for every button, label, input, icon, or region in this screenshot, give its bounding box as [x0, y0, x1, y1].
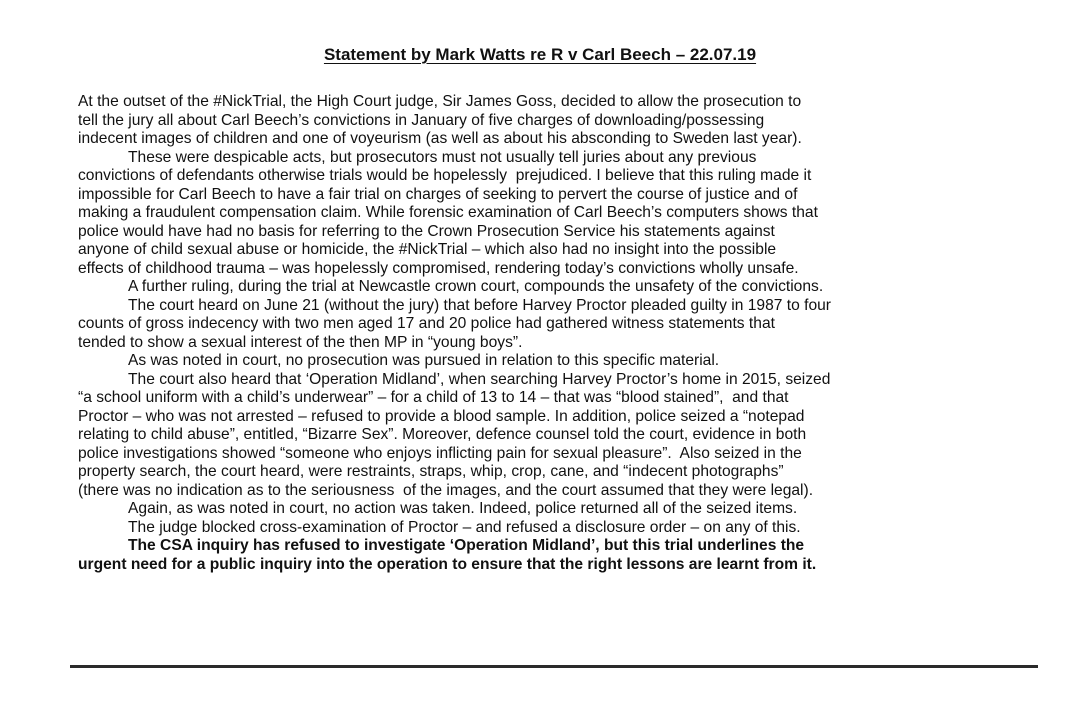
text-line: The judge blocked cross-examination of Proctor – and refused a disclosure order – on any of this. [128, 518, 801, 536]
bold-text-line: urgent need for a public inquiry into the operation to ensure that the right lessons are learnt from it. [78, 555, 817, 573]
text-line: These were despicable acts, but prosecutors must not usually tell juries about any previous [128, 148, 757, 166]
text-line: Proctor – who was not arrested – refused to provide a blood sample. In addition, police seized a “notepad [78, 407, 805, 425]
text-line: convictions of defendants otherwise trials would be hopelessly prejudiced. I believe that this ruling made it [78, 167, 812, 184]
text-line: relating to child abuse”, entitled, “Bizarre Sex”. Moreover, defence counsel told the court, evidence in both [78, 426, 807, 443]
text-line: police investigations showed “someone who enjoys inflicting pain for sexual pleasure”. Also seized in the [78, 444, 802, 462]
text-line: The court heard on June 21 (without the jury) that before Harvey Proctor pleaded guilty in 1987 to four [128, 296, 831, 314]
text-line: making a fraudulent compensation claim. While forensic examination of Carl Beech’s computers shows that [78, 204, 818, 221]
text-line: “a school uniform with a child’s underwear” – for a child of 13 to 14 – that was “blood stained”, and that [78, 389, 789, 406]
text-line: anyone of child sexual abuse or homicide, the #NickTrial – which also had no insight into the possible [78, 241, 777, 258]
text-line: The court also heard that ‘Operation Midland’, when searching Harvey Proctor’s home in 2015, seized [128, 370, 831, 388]
text-line: tended to show a sexual interest of the then MP in “young boys”. [78, 333, 523, 351]
text-line: effects of childhood trauma – was hopelessly compromised, rendering today’s convictions wholly unsafe. [78, 259, 799, 277]
bottom-divider [70, 665, 1038, 668]
text-line: (there was no indication as to the seriousness of the images, and the court assumed that they were legal). [78, 481, 814, 499]
text-line: Again, as was noted in court, no action was taken. Indeed, police returned all of the seized items. [128, 500, 798, 517]
bold-text-line: The CSA inquiry has refused to investigate ‘Operation Midland’, but this trial underlines the [128, 537, 805, 554]
text-line: tell the jury all about Carl Beech’s convictions in January of five charges of downloading/possessing [78, 111, 765, 129]
text-line: impossible for Carl Beech to have a fair trial on charges of seeking to pervert the course of justice and of [78, 185, 798, 203]
text-line: As was noted in court, no prosecution was pursued in relation to this specific material. [128, 352, 720, 369]
text-line: A further ruling, during the trial at Newcastle crown court, compounds the unsafety of the convictions. [128, 278, 824, 295]
statement-title: Statement by Mark Watts re R v Carl Beech – 22.07.19 [323, 45, 757, 64]
statement-body [78, 93, 1038, 574]
text-line: counts of gross indecency with two men aged 17 and 20 police had gathered witness statements that [78, 315, 775, 332]
text-line: indecent images of children and one of voyeurism (as well as about his absconding to Sweden last year). [78, 130, 802, 147]
text-line: property search, the court heard, were restraints, straps, whip, crop, cane, and “indecent photographs” [78, 463, 784, 480]
text-line: police would have had no basis for referring to the Crown Prosecution Service his statements against [78, 222, 775, 240]
text-line: At the outset of the #NickTrial, the High Court judge, Sir James Goss, decided to allow the prosecution to [78, 93, 802, 110]
